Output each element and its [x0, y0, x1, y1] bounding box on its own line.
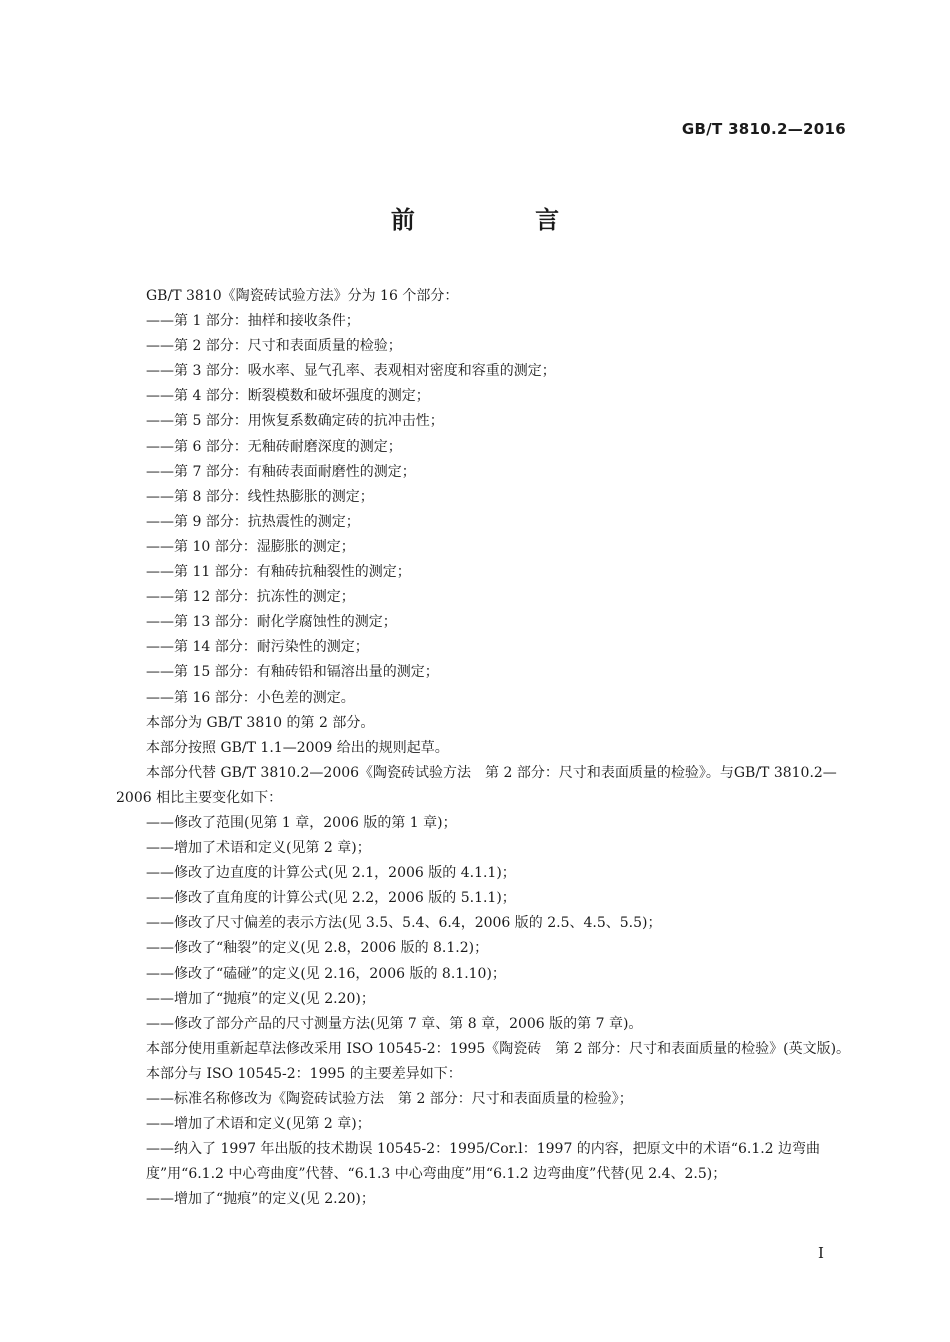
standard-number: GB/T 3810.2—2016: [681, 120, 846, 138]
list-item: ——第 11 部分：有釉砖抗釉裂性的测定；: [146, 564, 411, 581]
list-item: ——第 16 部分：小色差的测定。: [146, 689, 355, 706]
list-item: ——修改了边直度的计算公式(见 2.1，2006 版的 4.1.1)；: [146, 865, 516, 882]
differences-intro: 本部分与 ISO 10545-2：1995 的主要差异如下：: [146, 1065, 462, 1082]
list-item: ——第 13 部分：耐化学腐蚀性的测定；: [146, 614, 397, 631]
list-item: ——修改了“釉裂”的定义(见 2.8，2006 版的 8.1.2)；: [146, 940, 489, 957]
list-item: ——修改了“磕碰”的定义(见 2.16，2006 版的 8.1.10)；: [146, 965, 506, 982]
list-item: ——第 12 部分：抗冻性的测定；: [146, 589, 355, 606]
list-item: ——增加了“抛痕”的定义(见 2.20)；: [146, 1191, 375, 1208]
list-item: ——第 1 部分：抽样和接收条件；: [146, 313, 360, 330]
list-item: ——第 8 部分：线性热膨胀的测定；: [146, 488, 374, 505]
adoption-paragraph: 本部分使用重新起草法修改采用 ISO 10545-2：1995《陶瓷砖 第 2 部分：尺寸和表面质量的检验》(英文版)。: [146, 1040, 851, 1057]
list-item: ——修改了尺寸偏差的表示方法(见 3.5、5.4、6.4，2006 版的 2.5、4.5、5.5)；: [146, 915, 662, 932]
list-item: ——修改了范围(见第 1 章，2006 版的第 1 章)；: [146, 814, 457, 831]
list-item: ——第 10 部分：湿膨胀的测定；: [146, 538, 355, 555]
list-item: ——纳入了 1997 年出版的技术勘误 10545-2：1995/Cor.l：1997 的内容，把原文中的术语“6.1.2 边弯曲度”用“6.1.2 中心弯曲度”代替、“6.1.3 中心弯曲度”用“6.1.2 边弯曲度”代替(见 2.4、2.5)；: [146, 1141, 821, 1183]
intro-paragraph: GB/T 3810《陶瓷砖试验方法》分为 16 个部分：: [146, 288, 459, 304]
list-item: ——修改了部分产品的尺寸测量方法(见第 7 章、第 8 章，2006 版的第 7 章)。: [146, 1015, 643, 1032]
drafting-rules: 本部分按照 GB/T 1.1—2009 给出的规则起草。: [146, 739, 449, 756]
list-item: ——增加了“抛痕”的定义(见 2.20)；: [146, 990, 375, 1007]
list-item: ——增加了术语和定义(见第 2 章)；: [146, 840, 371, 857]
list-item: ——第 7 部分：有釉砖表面耐磨性的测定；: [146, 463, 416, 480]
page-title: 前 言: [390, 206, 616, 234]
list-item: ——第 9 部分：抗热震性的测定；: [146, 513, 360, 530]
list-item: ——第 6 部分：无釉砖耐磨深度的测定；: [146, 438, 402, 455]
list-item: ——修改了直角度的计算公式(见 2.2，2006 版的 5.1.1)；: [146, 890, 516, 907]
part-statement: 本部分为 GB/T 3810 的第 2 部分。: [146, 714, 375, 731]
list-item: ——第 14 部分：耐污染性的测定；: [146, 639, 369, 656]
list-item: ——标准名称修改为《陶瓷砖试验方法 第 2 部分：尺寸和表面质量的检验》；: [146, 1091, 633, 1107]
list-item: ——第 15 部分：有釉砖铅和镉溶出量的测定；: [146, 664, 439, 681]
list-item: ——第 3 部分：吸水率、显气孔率、表观相对密度和容重的测定；: [146, 363, 556, 380]
page-number: I: [818, 1244, 824, 1262]
list-item: ——第 2 部分：尺寸和表面质量的检验；: [146, 338, 402, 355]
document-body: [116, 284, 851, 1212]
replaces-paragraph: 本部分代替 GB/T 3810.2—2006《陶瓷砖试验方法 第 2 部分：尺寸和表面质量的检验》。与GB/T 3810.2—2006 相比主要变化如下：: [116, 764, 837, 806]
list-item: ——增加了术语和定义(见第 2 章)；: [146, 1116, 371, 1133]
list-item: ——第 4 部分：断裂模数和破坏强度的测定；: [146, 388, 430, 405]
list-item: ——第 5 部分：用恢复系数确定砖的抗冲击性；: [146, 413, 444, 430]
